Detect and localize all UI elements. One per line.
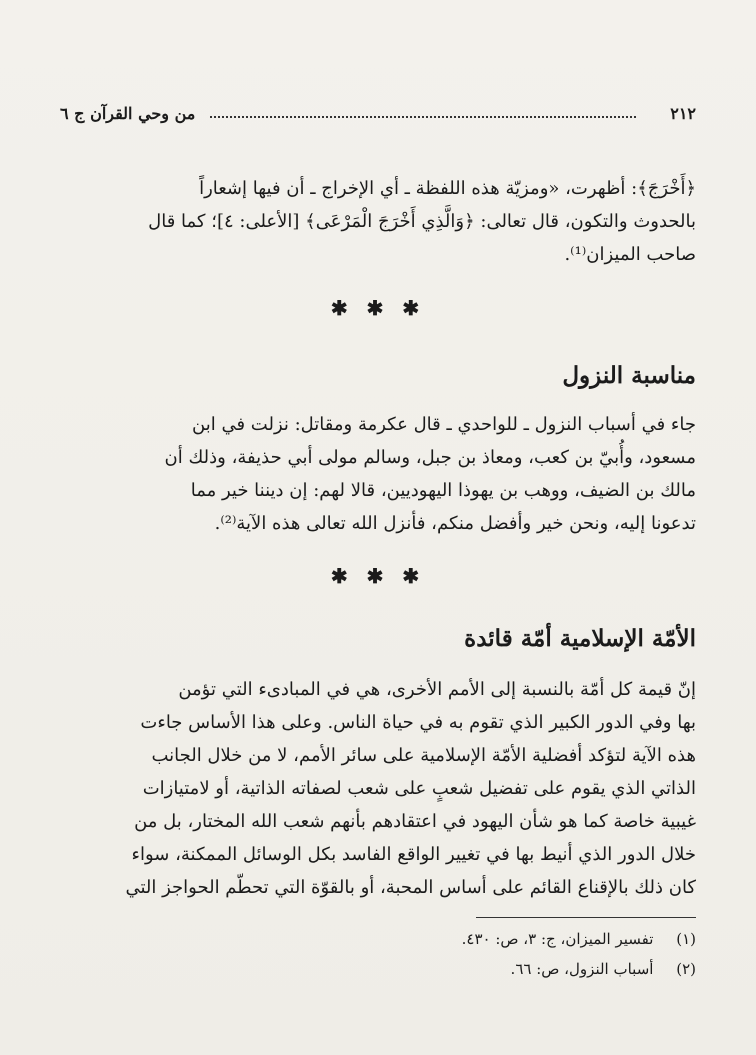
- text-line: مالك بن الضيف، ووهب بن يهوذا اليهوديين، قالا لهم: إن ديننا خير مما: [190, 480, 696, 501]
- footnote-number: (٢): [676, 960, 696, 978]
- text-line: صاحب الميزان⁽¹⁾.: [564, 244, 696, 265]
- text-line: إنّ قيمة كل أمّة بالنسبة إلى الأمم الأخرى، هي في المبادىء التي تؤمن: [178, 679, 696, 700]
- header-dot-leader: [210, 116, 636, 118]
- text-line: تدعونا إليه، ونحن خير وأفضل منكم، فأنزل الله تعالى هذه الآية⁽²⁾.: [214, 513, 696, 534]
- section-paragraph: [60, 408, 696, 540]
- text-line: غيبية خاصة كما هو شأن اليهود في اعتقادهم بأنهم شعب الله المختار، بل من: [134, 811, 696, 832]
- section-heading: الأمّة الإسلامية أمّة قائدة: [464, 625, 696, 652]
- text-line: مسعود، وأُبيّ بن كعب، ومعاذ بن جبل، وسالم مولى أبي حذيفة، وذلك أن: [164, 447, 696, 468]
- book-title: من وحي القرآن ج ٦: [60, 104, 196, 123]
- section-paragraph: [60, 673, 696, 904]
- footnote-text: تفسير الميزان، ج: ٣، ص: ٤٣٠.: [461, 930, 654, 948]
- section-heading: مناسبة النزول: [562, 362, 696, 389]
- text-line: الذاتي الذي يقوم على تفضيل شعبٍ على شعب لصفاته الذاتية، أو لامتيازات: [142, 778, 696, 799]
- section-separator: ✱ ✱ ✱: [330, 564, 426, 588]
- text-line: ﴿أَخْرَجَ﴾: أظهرت، «ومزيّة هذه اللفظة ـ أي الإخراج ـ أن فيها إشعاراً: [199, 178, 696, 199]
- intro-paragraph: [60, 172, 696, 271]
- text-line: هذه الآية لتؤكد أفضلية الأمّة الإسلامية على سائر الأمم، لا من خلال الجانب: [151, 745, 696, 766]
- footnote: [300, 930, 696, 948]
- section-separator: ✱ ✱ ✱: [330, 296, 426, 320]
- text-line: بالحدوث والتكون، قال تعالى: ﴿وَالَّذِي أَخْرَجَ الْمَرْعَى﴾ [الأعلى: ٤]؛ كما قال: [148, 211, 696, 232]
- text-line: خلال الدور الذي أنيط بها في تغيير الواقع الفاسد بكل الوسائل الممكنة، سواء: [131, 844, 696, 865]
- text-line: بها وفي الدور الكبير الذي تقوم به في حياة الناس. وعلى هذا الأساس جاءت: [140, 712, 696, 733]
- text-line: جاء في أسباب النزول ـ للواحدي ـ قال عكرمة ومقاتل: نزلت في ابن: [192, 414, 696, 435]
- text-line: كان ذلك بالإقناع القائم على أساس المحبة، أو بالقوّة التي تحطّم الحواجز التي: [125, 877, 696, 898]
- footnote-text: أسباب النزول، ص: ٦٦.: [510, 960, 654, 978]
- footnote: [300, 960, 696, 978]
- footnote-divider: [476, 917, 696, 918]
- page-number: ٢١٢: [670, 104, 696, 123]
- footnote-number: (١): [676, 930, 696, 948]
- page-header: [60, 104, 696, 128]
